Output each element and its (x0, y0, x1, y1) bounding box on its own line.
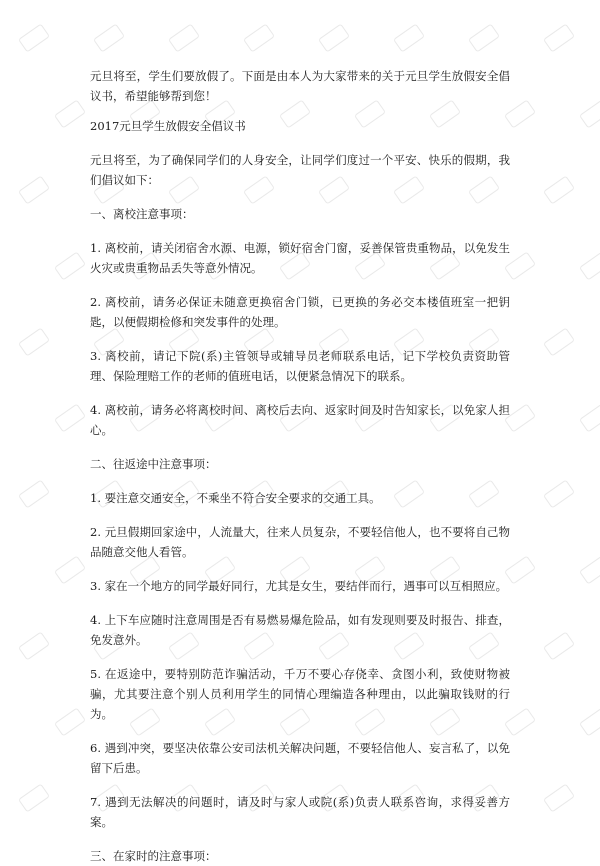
watermark-mark (579, 251, 600, 280)
watermark-mark (243, 23, 275, 52)
intro-paragraph: 元旦将至，学生们要放假了。下面是由本人为大家带来的关于元旦学生放假安全倡议书，希望能够帮到您！ (90, 69, 510, 103)
watermark-mark (543, 631, 575, 660)
watermark-mark (318, 23, 350, 52)
list-item: 3. 离校前，请记下院(系)主管领导或辅导员老师联系电话，记下学校负责资助管理、保险理赔工作的老师的值班电话，以便紧急情况下的联系。 (90, 349, 510, 383)
watermark-mark (54, 99, 86, 128)
list-item: 6. 遇到冲突，要坚决依靠公安司法机关解决问题，不要轻信他人、妄言私了，以免留下后患。 (90, 741, 510, 775)
document-body (90, 66, 510, 866)
section-heading-2: 二、往返途中注意事项： (90, 457, 217, 471)
section-heading-3: 三、在家时的注意事项： (90, 849, 217, 863)
watermark-mark (168, 23, 200, 52)
watermark-mark (543, 327, 575, 356)
watermark-mark (579, 403, 600, 432)
list-item: 2. 离校前，请务必保证未随意更换宿舍门锁，已更换的务必交本楼值班室一把钥匙，以便假期检修和突发事件的处理。 (90, 295, 510, 329)
watermark-mark (93, 23, 125, 52)
list-item: 7. 遇到无法解决的问题时，请及时与家人或院(系)负责人联系咨询，求得妥善方案。 (90, 795, 510, 829)
section-heading-1: 一、离校注意事项： (90, 207, 194, 221)
watermark-mark (18, 479, 50, 508)
watermark-mark (18, 327, 50, 356)
watermark-mark (54, 251, 86, 280)
watermark-mark (579, 707, 600, 736)
list-item: 1. 要注意交通安全，不乘坐不符合安全要求的交通工具。 (90, 491, 381, 505)
list-item: 5. 在返途中，要特别防范诈骗活动，千万不要心存侥幸、贪图小利，致使财物被骗，尤其要注意个别人员利用学生的同情心理编造各种理由，以此骗取钱财的行为。 (90, 667, 510, 721)
watermark-mark (18, 175, 50, 204)
list-item: 3. 家在一个地方的同学最好同行，尤其是女生，要结伴而行，遇事可以互相照应。 (90, 579, 508, 593)
watermark-mark (543, 783, 575, 812)
watermark-mark (54, 403, 86, 432)
watermark-mark (579, 99, 600, 128)
list-item: 4. 上下车应随时注意周围是否有易燃易爆危险品，如有发现则要及时报告、排查，免发意外。 (90, 613, 510, 647)
watermark-mark (543, 479, 575, 508)
watermark-mark (54, 707, 86, 736)
watermark-mark (18, 783, 50, 812)
watermark-mark (579, 555, 600, 584)
list-item: 4. 离校前，请务必将离校时间、离校后去向、返家时间及时告知家长，以免家人担心。 (90, 403, 510, 437)
watermark-mark (54, 555, 86, 584)
document-title: 2017元旦学生放假安全倡议书 (90, 119, 246, 133)
watermark-mark (468, 23, 500, 52)
list-item: 2. 元旦假期回家途中，人流量大，往来人员复杂，不要轻信他人，也不要将自己物品随意交他人看管。 (90, 525, 510, 559)
watermark-mark (393, 23, 425, 52)
watermark-mark (543, 175, 575, 204)
opening-paragraph: 元旦将至，为了确保同学们的人身安全，让同学们度过一个平安、快乐的假期，我们倡议如下： (90, 153, 510, 187)
list-item: 1. 离校前，请关闭宿舍水源、电源，锁好宿舍门窗，妥善保管贵重物品，以免发生火灾或贵重物品丢失等意外情况。 (90, 241, 510, 275)
watermark-mark (18, 23, 50, 52)
watermark-mark (543, 23, 575, 52)
watermark-mark (18, 631, 50, 660)
